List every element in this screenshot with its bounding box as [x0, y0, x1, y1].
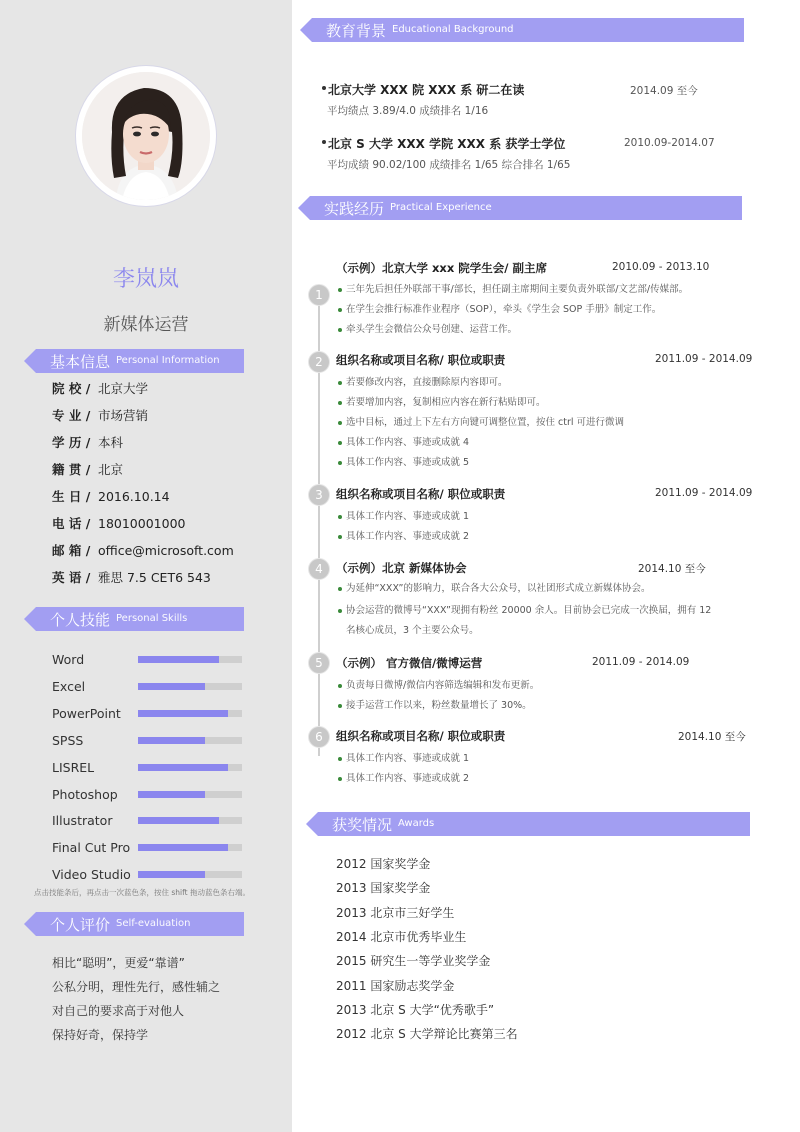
- skill-note: 点击技能条后，再点击一次蓝色条，按住 shift 拖动蓝色条右端。: [34, 888, 250, 897]
- person-name: 李岚岚: [112, 267, 179, 292]
- section-header-awards: [318, 812, 750, 836]
- skill-bar-track[interactable]: [138, 656, 242, 663]
- skill-label: Video Studio: [52, 867, 131, 883]
- award-item: 2013 北京 S 大学“优秀歌手”: [336, 1002, 495, 1017]
- education-title: 北京大学 XXX 院 XXX 系 研二在读: [328, 83, 525, 97]
- experience-point: 三年先后担任外联部干事/部长，担任副主席期间主要负责外联部/文艺部/传媒部。: [346, 281, 746, 299]
- skill-label: SPSS: [52, 732, 84, 748]
- section-title: 获奖情况: [332, 816, 393, 834]
- experience-point: 在学生会推行标准作业程序（SOP），牵头《学生会 SOP 手册》制定工作。: [346, 301, 746, 319]
- skill-bar-fill[interactable]: [138, 871, 205, 878]
- experience-date: 2014.10 至今: [638, 563, 706, 575]
- info-value: 18010001000: [98, 516, 186, 531]
- timeline-number: 6: [308, 726, 330, 748]
- info-label: 学 历 /: [52, 435, 91, 450]
- section-title: 个人评价: [50, 916, 111, 934]
- skill-bar-fill[interactable]: [138, 844, 228, 851]
- evaluation-line: 公私分明，理性先行，感性辅之: [52, 980, 221, 994]
- info-label: 邮 箱 /: [52, 543, 91, 558]
- evaluation-line: 对自己的要求高于对他人: [52, 1004, 185, 1018]
- section-header-basic-info: [36, 349, 244, 373]
- skill-label: LISREL: [52, 759, 95, 775]
- skill-label: Final Cut Pro: [52, 840, 131, 856]
- skill-label: Word: [52, 652, 85, 667]
- sidebar: [0, 0, 292, 1132]
- timeline-number: 4: [308, 558, 330, 580]
- info-row-phone: [52, 515, 185, 533]
- skill-bar-track[interactable]: [138, 817, 242, 824]
- timeline-number: 2: [308, 351, 330, 373]
- award-item: 2013 国家奖学金: [336, 881, 431, 896]
- section-title: 教育背景: [326, 22, 387, 40]
- timeline-number: 1: [308, 284, 330, 306]
- experience-date: 2011.09 - 2014.09: [592, 656, 690, 668]
- experience-point: 具体工作内容、事迹或成就 4: [346, 434, 746, 452]
- experience-date: 2011.09 - 2014.09: [655, 487, 753, 499]
- info-value: 北京大学: [98, 381, 149, 396]
- experience-point: 选中目标，通过上下左右方向键可调整位置，按住 ctrl 可进行微调: [346, 414, 746, 432]
- job-title: 新媒体运营: [103, 315, 189, 335]
- experience-point: 接手运营工作以来，粉丝数量增长了 30%。: [346, 697, 746, 715]
- experience-point: 具体工作内容、事迹或成就 5: [346, 454, 746, 472]
- experience-date: 2011.09 - 2014.09: [655, 353, 753, 365]
- experience-title: （示例）北京 新媒体协会: [336, 561, 467, 575]
- experience-title: （示例）北京大学 xxx 院学生会/ 副主席: [336, 261, 547, 275]
- avatar: [82, 72, 210, 200]
- skill-bar-fill[interactable]: [138, 656, 219, 663]
- education-detail: 平均成绩 90.02/100 成绩排名 1/65 综合排名 1/65: [327, 159, 571, 171]
- skill-bar-fill[interactable]: [138, 683, 205, 690]
- skill-bar-fill[interactable]: [138, 710, 228, 717]
- section-subtitle: Personal Information: [116, 355, 220, 366]
- award-item: 2011 国家励志奖学金: [336, 978, 455, 993]
- section-title: 基本信息: [50, 353, 111, 371]
- skill-label: Photoshop: [52, 786, 118, 802]
- skill-bar-track[interactable]: [138, 710, 242, 717]
- info-label: 院 校 /: [52, 381, 91, 396]
- experience-point: 具体工作内容、事迹或成就 1: [346, 508, 746, 526]
- skill-bar-fill[interactable]: [138, 817, 219, 824]
- award-item: 2013 北京市三好学生: [336, 905, 455, 920]
- info-row-degree: [52, 434, 123, 452]
- experience-point: 具体工作内容、事迹或成就 2: [346, 770, 746, 788]
- section-header-practice: [310, 196, 742, 220]
- section-subtitle: Personal Skills: [116, 613, 188, 624]
- education-detail: 平均绩点 3.89/4.0 成绩排名 1/16: [327, 105, 489, 117]
- info-row-major: [52, 407, 148, 425]
- info-row-school: [52, 380, 148, 398]
- info-value: 2016.10.14: [98, 489, 170, 504]
- experience-point: 具体工作内容、事迹或成就 1: [346, 750, 746, 768]
- award-item: 2012 国家奖学金: [336, 857, 431, 871]
- skill-bar-track[interactable]: [138, 683, 242, 690]
- section-header-self-evaluation: [36, 912, 244, 936]
- info-value: office@microsoft.com: [98, 543, 234, 558]
- skill-label: Illustrator: [52, 813, 113, 829]
- award-item: 2015 研究生一等学业奖学金: [336, 954, 491, 969]
- info-value: 雅思 7.5 CET6 543: [98, 570, 211, 585]
- experience-title: （示例） 官方微信/微博运营: [336, 656, 483, 670]
- info-value: 北京: [98, 462, 124, 477]
- experience-point: 名核心成员，3 个主要公众号。: [346, 625, 479, 636]
- info-label: 生 日 /: [52, 489, 91, 504]
- experience-title: 组织名称或项目名称/ 职位或职责: [336, 487, 506, 501]
- info-value: 本科: [98, 435, 124, 450]
- experience-point: 牵头学生会微信公众号创建、运营工作。: [346, 321, 746, 339]
- experience-point: 具体工作内容、事迹或成就 2: [346, 528, 746, 546]
- education-date: 2014.09 至今: [630, 85, 698, 97]
- info-label: 英 语 /: [52, 570, 91, 585]
- timeline-number: 5: [308, 652, 330, 674]
- skill-bar-track[interactable]: [138, 844, 242, 851]
- avatar-frame: [76, 66, 216, 206]
- info-value: 市场营销: [98, 408, 149, 423]
- skill-label: Excel: [52, 678, 86, 694]
- skill-label: PowerPoint: [52, 705, 121, 721]
- section-title: 个人技能: [50, 611, 111, 629]
- timeline-number: 3: [308, 484, 330, 506]
- info-row-english: [52, 569, 211, 587]
- skill-bar-track[interactable]: [138, 871, 242, 878]
- section-subtitle: Educational Background: [392, 24, 514, 35]
- experience-title: 组织名称或项目名称/ 职位或职责: [336, 353, 506, 367]
- section-header-skills: [36, 607, 244, 631]
- section-subtitle: Practical Experience: [390, 202, 492, 213]
- info-row-email: [52, 542, 234, 560]
- info-row-birthday: [52, 488, 170, 506]
- section-header-education: [312, 18, 744, 42]
- skill-bar-fill[interactable]: [138, 764, 228, 771]
- section-subtitle: Self-evaluation: [116, 918, 191, 929]
- experience-point: 若要增加内容，复制相应内容在新行粘贴即可。: [346, 394, 746, 412]
- evaluation-line: 保持好奇，保持学: [52, 1028, 149, 1042]
- info-label: 电 话 /: [52, 516, 91, 531]
- section-title: 实践经历: [324, 200, 385, 218]
- skill-bar-track[interactable]: [138, 737, 242, 744]
- skill-bar-track[interactable]: [138, 764, 242, 771]
- info-label: 籍 贯 /: [52, 462, 91, 477]
- info-label: 专 业 /: [52, 408, 91, 423]
- education-title: 北京 S 大学 XXX 学院 XXX 系 获学士学位: [328, 137, 566, 151]
- award-item: 2012 北京 S 大学辩论比赛第三名: [336, 1027, 518, 1042]
- experience-point: 为延伸“XXX”的影响力，联合各大公众号，以社团形式成立新媒体协会。: [346, 580, 746, 598]
- skill-bar-track[interactable]: [138, 791, 242, 798]
- section-subtitle: Awards: [398, 818, 435, 829]
- experience-title: 组织名称或项目名称/ 职位或职责: [336, 729, 506, 743]
- experience-date: 2014.10 至今: [678, 731, 746, 743]
- evaluation-line: 相比“聪明”，更爱“靠谱”: [52, 956, 185, 970]
- award-item: 2014 北京市优秀毕业生: [336, 929, 467, 944]
- experience-point: 协会运营的微博号“XXX”现拥有粉丝 20000 余人。目前协会已完成一次换届，拥有 12: [346, 602, 746, 620]
- info-row-hometown: [52, 461, 123, 479]
- experience-point: 负责每日微博/微信内容筛选编辑和发布更新。: [346, 677, 746, 695]
- education-date: 2010.09-2014.07: [624, 137, 715, 149]
- skill-bar-fill[interactable]: [138, 791, 205, 798]
- skill-bar-fill[interactable]: [138, 737, 205, 744]
- experience-date: 2010.09 - 2013.10: [612, 261, 710, 273]
- experience-point: 若要修改内容，直接删除原内容即可。: [346, 374, 746, 392]
